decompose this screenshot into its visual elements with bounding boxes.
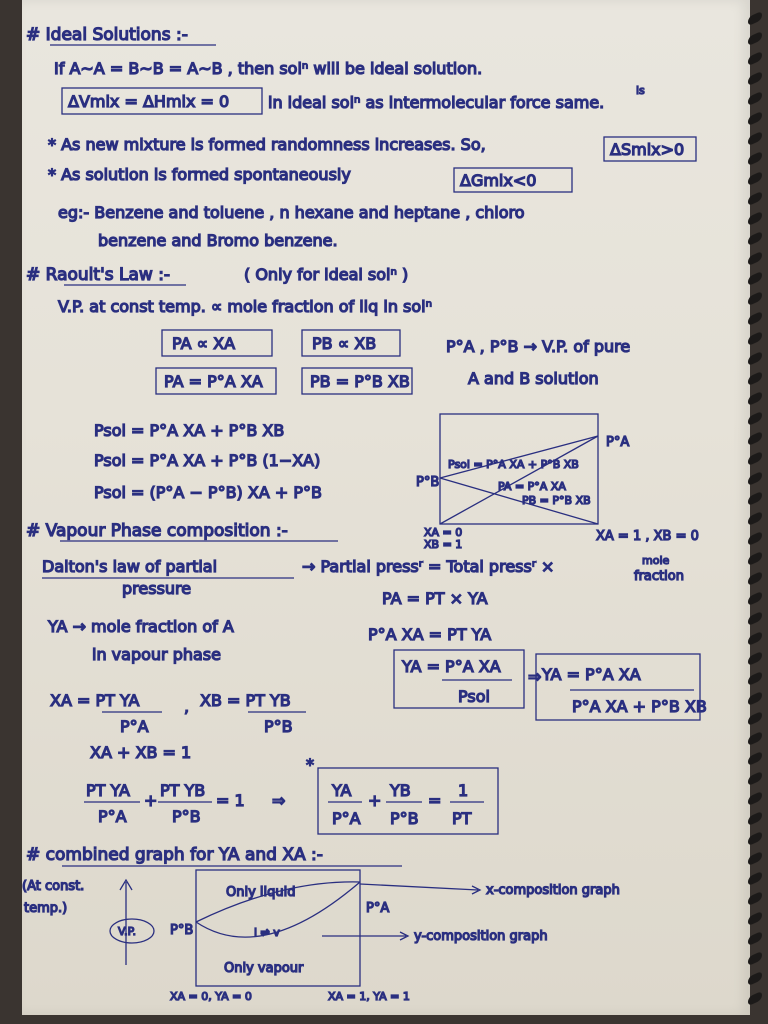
graph-pb-label: P°B [416,475,440,490]
ideal-line2: in ideal solⁿ as intermolecular force same. [268,93,605,112]
spiral-ring [748,891,762,907]
combined-pb: P°B [170,923,194,938]
dalton-arrow: → Partial pressʳ = Total pressʳ × [302,557,555,576]
spiral-ring [748,371,762,387]
example-line1: eg:- Benzene and toluene , n hexane and heptane , chloro [58,203,525,222]
pa-eq-text: PA = P°A XA [164,372,263,391]
ya-box1-den: Psol [458,687,490,706]
final-ya: YA [332,781,352,800]
x-graph-arrow [360,884,478,890]
final-pa: P°A [332,809,361,828]
spiral-ring [748,811,762,827]
only-vapour-label: Only vapour [224,961,304,976]
spiral-ring [748,711,762,727]
spiral-ring [748,31,762,47]
spiral-ring [748,331,762,347]
implies-arrow-2: ⇒ [272,791,286,810]
comma: , [184,697,190,716]
spiral-ring [748,911,762,927]
ya-box2-num: YA = P°A XA [542,665,641,684]
delta-s-text: ΔSmix>0 [610,140,685,159]
bottom-left-label: XA = 0, YA = 0 [170,990,252,1003]
spiral-ring [748,231,762,247]
xb-den: P°B [264,717,293,736]
spiral-ring [748,351,762,367]
raoult-paren: ( Only for ideal solⁿ ) [244,265,409,284]
xb-num: XB = PT YB [200,691,291,710]
final-equals: = [428,791,442,810]
star-mark: * [306,755,314,774]
spiral-ring [748,311,762,327]
raoult-line1: V.P. at const temp. ∝ mole fraction of liq in solⁿ [58,297,432,316]
raoult-graph [416,414,699,551]
pure-line2: A and B solution [468,369,599,388]
spiral-ring [748,431,762,447]
psol-eq3: Psol = (P°A − P°B) XA + P°B [94,483,322,502]
spiral-ring [748,551,762,567]
only-liquid-label: Only liquid [226,885,296,900]
pb-eq-text: PB = P°B XB [310,372,410,391]
plus-sign: + [144,791,158,810]
spiral-ring [748,491,762,507]
final-yb: YB [390,781,411,800]
ideal-heading: # Ideal Solutions :- [26,25,188,45]
spiral-ring [748,531,762,547]
spiral-ring [748,591,762,607]
spiral-ring [748,631,762,647]
equals-one: = 1 [216,791,245,810]
spiral-ring [748,171,762,187]
psol-line [440,436,598,478]
notebook-spiral [740,0,768,1024]
spiral-ring [748,51,762,67]
delta-v-h-text: ΔVmix = ΔHmix = 0 [68,92,230,111]
delta-g-text: ΔGmix<0 [460,171,537,190]
spiral-ring [748,71,762,87]
mole-word: mole [642,554,670,567]
psol-eq2: Psol = P°A XA + P°B (1−XA) [94,451,321,470]
spiral-ring [748,511,762,527]
pa-prop-text: PA ∝ XA [172,334,236,353]
graph-xa0: XA = 0 [424,526,463,539]
spiral-ring [748,571,762,587]
spiral-ring [748,271,762,287]
final-one: 1 [458,781,469,800]
ideal-line1: If A~A = B~B = A~B , then solⁿ will be ideal solution. [54,59,483,78]
frac2-num: PT YB [160,781,206,800]
final-pb: P°B [390,809,419,828]
spiral-ring [748,471,762,487]
spiral-ring [748,111,762,127]
spontaneous-line: * As solution is formed spontaneously [48,165,351,184]
dalton-line2: pressure [122,579,192,598]
at-const-label: (At const. [22,879,85,894]
graph-pb-line-label: PB = P°B XB [522,494,591,507]
frac1-den: P°A [98,807,127,826]
frac1-num: PT YA [86,781,130,800]
pa-xa-pt-ya: P°A XA = PT YA [368,625,492,644]
raoult-heading: # Raoult's Law :- [26,265,171,285]
example-line2: benzene and Bromo benzene. [98,231,338,250]
final-plus: + [368,791,382,810]
implies-arrow: ⇒ [528,667,542,686]
spiral-ring [748,151,762,167]
graph-xb1: XB = 1 [424,538,463,551]
spiral-ring [748,991,762,1007]
fraction-word: fraction [634,569,684,584]
pa-pt-ya: PA = PT × YA [382,589,488,608]
pure-line1: P°A , P°B → V.P. of pure [446,337,631,356]
ya-definition1: YA → mole fraction of A [48,617,234,636]
spiral-ring [748,211,762,227]
graph-pa-label: P°A [606,435,630,450]
graph-psol-label: Psol = P°A XA + P°B XB [448,458,579,471]
spiral-ring [748,611,762,627]
graph-pa-line-label: PA = P°A XA [498,480,566,493]
spiral-ring [748,971,762,987]
spiral-ring [748,691,762,707]
y-composition-label: y-composition graph [414,929,548,944]
spiral-ring [748,931,762,947]
spiral-ring [748,871,762,887]
randomness-line: * As new mixture is formed randomness increases. So, [48,135,486,154]
vp-label: V.P. [118,925,137,938]
psol-eq1: Psol = P°A XA + P°B XB [94,421,285,440]
spiral-ring [748,771,762,787]
sum-line: XA + XB = 1 [90,743,192,762]
ya-definition2: in vapour phase [92,645,221,664]
spiral-ring [748,451,762,467]
l-v-label: l ⇌ v [254,926,280,939]
spiral-ring [748,391,762,407]
spiral-ring [748,251,762,267]
spiral-ring [748,731,762,747]
spiral-ring [748,131,762,147]
spiral-ring [748,851,762,867]
temp-label: temp.) [24,901,68,916]
spiral-ring [748,91,762,107]
dalton-line1: Dalton's law of partial [42,557,218,576]
bottom-right-label: XA = 1, YA = 1 [328,990,410,1003]
spiral-ring [748,411,762,427]
spiral-ring [748,11,762,27]
xa-den: P°A [120,717,149,736]
final-pt: PT [452,809,472,828]
spiral-ring [748,951,762,967]
ya-box2-den: P°A XA + P°B XB [572,697,707,716]
handwritten-notes [22,0,750,1015]
combined-heading: # combined graph for YA and XA :- [26,845,323,865]
combined-pa: P°A [366,901,390,916]
pb-prop-text: PB ∝ XB [312,334,377,353]
spiral-ring [748,651,762,667]
vapour-heading: # Vapour Phase composition :- [26,521,288,541]
spiral-ring [748,671,762,687]
spiral-ring [748,831,762,847]
spiral-ring [748,191,762,207]
notebook-page [22,0,750,1015]
spiral-ring [748,291,762,307]
spiral-ring [748,791,762,807]
x-composition-label: x-composition graph [486,883,620,898]
xa-num: XA = PT YA [50,691,140,710]
graph-xa1: XA = 1 , XB = 0 [596,529,699,544]
is-insert: is [636,84,645,97]
frac2-den: P°B [172,807,201,826]
ya-box1-num: YA = P°A XA [402,657,501,676]
spiral-ring [748,751,762,767]
